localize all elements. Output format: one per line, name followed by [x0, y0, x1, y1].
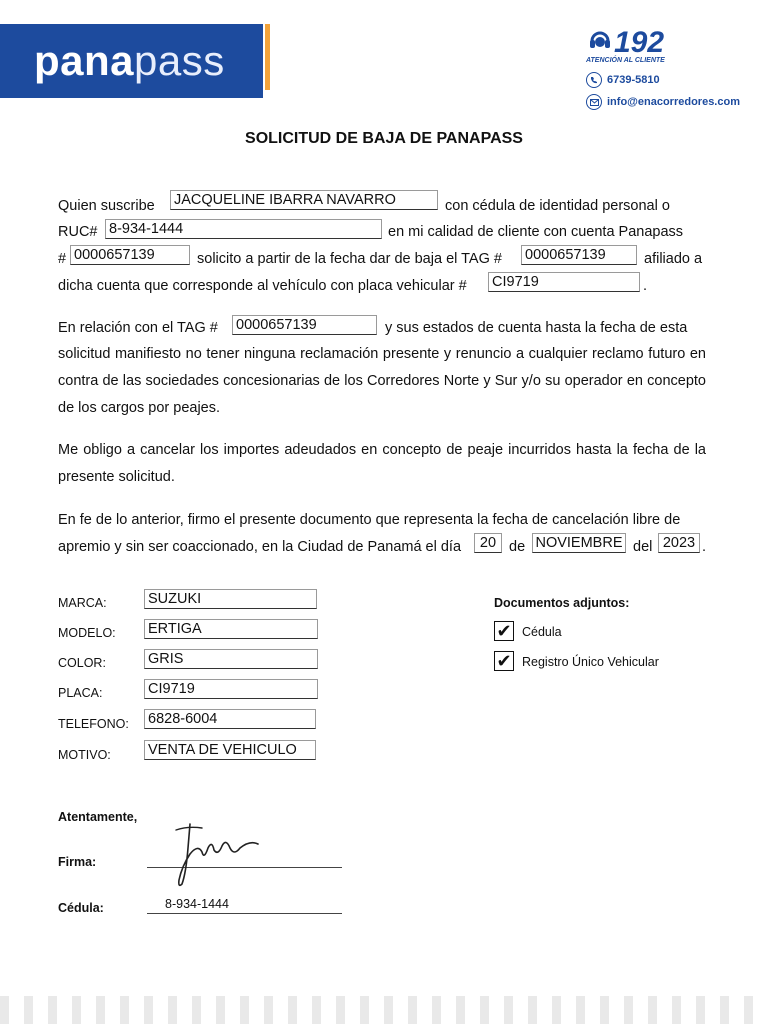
cedula-line — [147, 913, 342, 914]
footer-pattern — [0, 996, 768, 1024]
intro-text-1: Quien suscribe — [58, 198, 155, 214]
regards-text: Atentamente, — [58, 810, 138, 824]
closing-line-2: apremio y sin ser coaccionado, en la Ciudad de Panamá el día — [58, 539, 462, 555]
reason-field[interactable]: VENTA DE VEHICULO — [144, 740, 316, 760]
tag-field[interactable]: 0000657139 — [521, 245, 637, 265]
intro-text-3: RUC# — [58, 224, 98, 240]
closing-line-1: En fe de lo anterior, firmo el presente documento que representa la fecha de cancelación libre de — [58, 512, 681, 528]
whatsapp-row — [586, 72, 660, 88]
intro-text-7: afiliado a — [644, 251, 703, 267]
hotline-number: 192 — [614, 26, 665, 59]
vehicle-label-modelo: MODELO: — [58, 626, 116, 640]
relation-text-2: y sus estados de cuenta hasta la fecha de esta — [385, 320, 688, 336]
intro-text-2: con cédula de identidad personal o — [445, 198, 670, 214]
relation-tag-field[interactable]: 0000657139 — [232, 315, 377, 335]
document-title: SOLICITUD DE BAJA DE PANAPASS — [245, 130, 523, 147]
year-field[interactable]: 2023 — [658, 533, 700, 553]
cedula-checkbox[interactable]: ✔ — [494, 621, 514, 641]
plate-field[interactable]: CI9719 — [488, 272, 640, 292]
handwritten-signature — [168, 818, 268, 890]
vehicle-label-placa: PLACA: — [58, 686, 103, 700]
attention-label: ATENCIÓN AL CLIENTE — [586, 57, 665, 64]
vehicle-model-field[interactable]: ERTIGA — [144, 619, 318, 639]
vehicle-color-field[interactable]: GRIS — [144, 649, 318, 669]
logo-accent-bar — [265, 24, 270, 90]
cedula-checkbox-label: Cédula — [522, 625, 562, 639]
intro-text-9: . — [643, 278, 648, 294]
signature-label: Firma: — [58, 855, 97, 869]
relation-paragraph: solicitud manifiesto no tener ninguna reclamación presente y renuncio a cualquier reclamo futuro en contra de las sociedades concesionarias de los Corredores Norte y Sur y/o su operador en concepto de los cargos por peajes. — [58, 346, 706, 416]
ruc-field[interactable]: 8-934-1444 — [105, 219, 382, 239]
vehicle-label-telefono: TELEFONO: — [58, 717, 129, 731]
headset-icon — [588, 28, 612, 54]
account-field[interactable]: 0000657139 — [70, 245, 190, 265]
subscriber-name-field[interactable]: JACQUELINE IBARRA NAVARRO — [170, 190, 438, 210]
vehicle-label-color: COLOR: — [58, 656, 106, 670]
obligation-paragraph: Me obligo a cancelar los importes adeudados en concepto de peaje incurridos hasta la fecha de la presente solicitud. — [58, 442, 706, 485]
intro-text-8: dicha cuenta que corresponde al vehículo con placa vehicular # — [58, 278, 467, 294]
email-row — [586, 94, 740, 110]
whatsapp-icon — [586, 72, 602, 88]
closing-de: de — [509, 539, 526, 555]
closing-del: del — [633, 539, 653, 555]
email-address: info@enacorredores.com — [607, 96, 740, 108]
cedula-value: 8-934-1444 — [165, 897, 229, 911]
vehicle-label-motivo: MOTIVO: — [58, 748, 111, 762]
email-icon — [586, 94, 602, 110]
vehicle-phone-field[interactable]: 6828-6004 — [144, 709, 316, 729]
whatsapp-number: 6739-5810 — [607, 74, 660, 86]
day-field[interactable]: 20 — [474, 533, 502, 553]
vehicle-plate-field[interactable]: CI9719 — [144, 679, 318, 699]
logo-wordmark: panapass — [34, 37, 225, 84]
vehicle-label-marca: MARCA: — [58, 596, 107, 610]
relation-text-1: En relación con el TAG # — [58, 320, 218, 336]
intro-text-4: en mi calidad de cliente con cuenta Panapass — [388, 224, 684, 240]
attached-documents-title: Documentos adjuntos: — [494, 596, 630, 610]
month-field[interactable]: NOVIEMBRE — [532, 533, 626, 553]
intro-text-5: # — [58, 251, 67, 267]
vehicle-brand-field[interactable]: SUZUKI — [144, 589, 317, 609]
closing-end: . — [702, 539, 707, 555]
vehicle-registry-checkbox[interactable]: ✔ — [494, 651, 514, 671]
intro-text-6: solicito a partir de la fecha dar de baja el TAG # — [197, 251, 502, 267]
vehicle-registry-checkbox-label: Registro Único Vehicular — [522, 655, 659, 669]
cedula-label: Cédula: — [58, 901, 104, 915]
